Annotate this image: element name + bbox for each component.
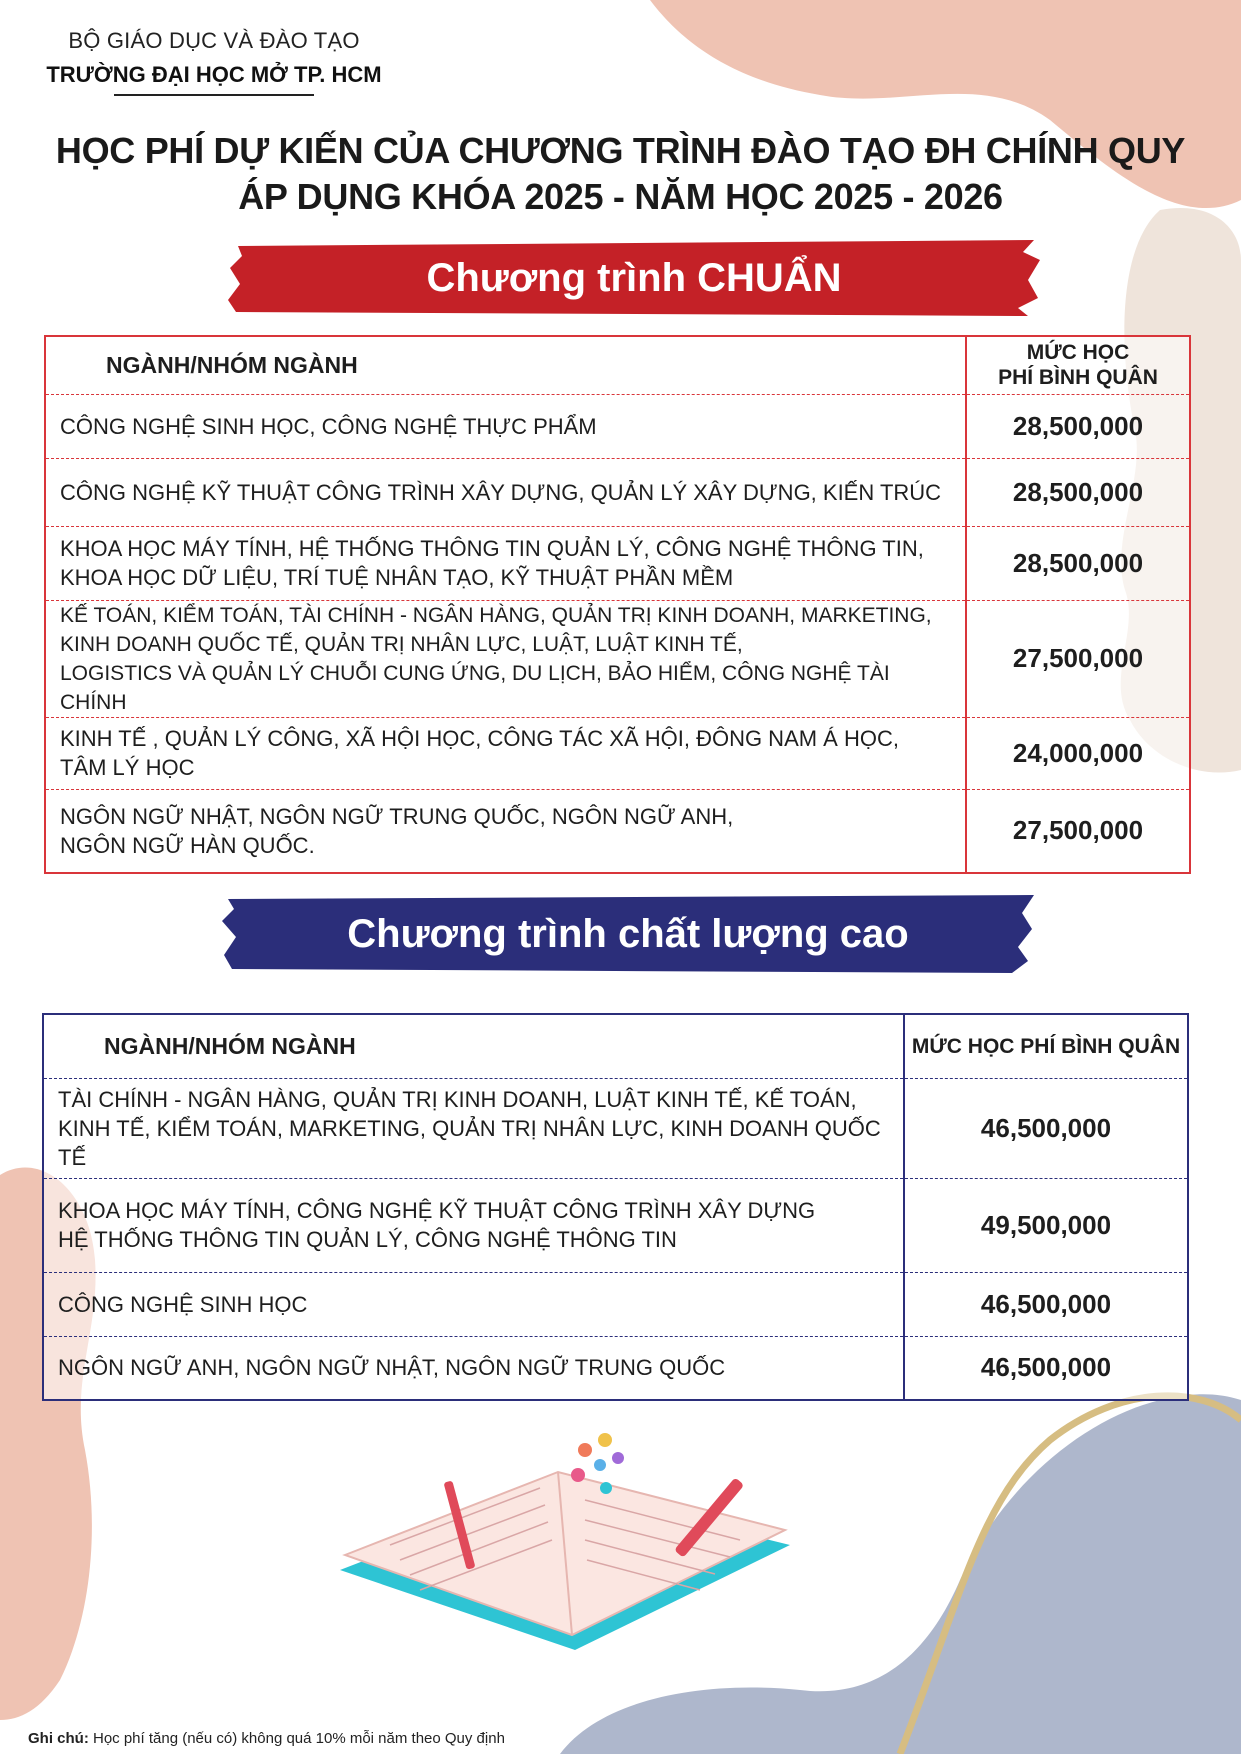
major-line: KINH DOANH QUỐC TẾ, QUẢN TRỊ NHÂN LỰC, LUẬT, LUẬT KINH TẾ, — [60, 632, 743, 656]
major-cell — [45, 789, 966, 873]
standard-fee-table — [44, 335, 1191, 874]
major-cell — [45, 526, 966, 600]
notebook-illustration — [340, 1433, 790, 1650]
table-row — [45, 458, 1190, 526]
table-row — [45, 394, 1190, 458]
column-header-fee: MỨC HỌC PHÍ BÌNH QUÂN — [904, 1014, 1188, 1078]
table-row — [45, 600, 1190, 717]
fee-cell: 49,500,000 — [904, 1178, 1188, 1272]
fee-cell: 27,500,000 — [966, 600, 1190, 717]
standard-program-title: Chương trình CHUẨN — [426, 255, 842, 300]
fee-cell: 27,500,000 — [966, 789, 1190, 873]
fee-cell: 46,500,000 — [904, 1078, 1188, 1178]
high-quality-program-banner — [222, 895, 1034, 973]
table-row — [45, 717, 1190, 789]
major-line: TÀI CHÍNH - NGÂN HÀNG, QUẢN TRỊ KINH DOANH, LUẬT KINH TẾ, KẾ TOÁN, — [58, 1086, 857, 1112]
fee-cell: 24,000,000 — [966, 717, 1190, 789]
major-line: CÔNG NGHỆ SINH HỌC, CÔNG NGHỆ THỰC PHẨM — [60, 413, 597, 439]
major-cell — [43, 1078, 904, 1178]
column-header-fee-line1: MỨC HỌC — [1026, 341, 1130, 365]
major-line: CÔNG NGHỆ KỸ THUẬT CÔNG TRÌNH XÂY DỰNG, QUẢN LÝ XÂY DỰNG, KIẾN TRÚC — [60, 479, 942, 505]
major-line: CÔNG NGHỆ SINH HỌC — [58, 1291, 308, 1317]
major-line: KINH TẾ, KIỂM TOÁN, MARKETING, QUẢN TRỊ NHÂN LỰC, KINH DOANH QUỐC TẾ — [58, 1115, 881, 1170]
major-cell — [43, 1272, 904, 1336]
fee-cell: 46,500,000 — [904, 1336, 1188, 1400]
major-cell — [43, 1178, 904, 1272]
table-row — [45, 789, 1190, 873]
high-quality-fee-table — [42, 1013, 1189, 1401]
major-line: NGÔN NGỮ HÀN QUỐC. — [60, 832, 315, 858]
table-header-row — [45, 336, 1190, 394]
table-row — [43, 1178, 1188, 1272]
major-line: KINH TẾ , QUẢN LÝ CÔNG, XÃ HỘI HỌC, CÔNG TÁC XÃ HỘI, ĐÔNG NAM Á HỌC, — [60, 726, 899, 751]
page-title — [20, 128, 1221, 220]
major-line: NGÔN NGỮ NHẬT, NGÔN NGỮ TRUNG QUỐC, NGÔN NGỮ ANH, — [60, 803, 734, 829]
major-cell — [45, 458, 966, 526]
table-row — [43, 1078, 1188, 1178]
table-row — [43, 1272, 1188, 1336]
major-line: KẾ TOÁN, KIỂM TOÁN, TÀI CHÍNH - NGÂN HÀNG, QUẢN TRỊ KINH DOANH, MARKETING, — [60, 603, 932, 627]
page-title-line1: HỌC PHÍ DỰ KIẾN CỦA CHƯƠNG TRÌNH ĐÀO TẠO ĐH CHÍNH QUY — [55, 130, 1186, 171]
page-title-line2: ÁP DỤNG KHÓA 2025 - NĂM HỌC 2025 - 2026 — [238, 176, 1003, 217]
organization-header — [34, 28, 394, 96]
major-cell — [43, 1336, 904, 1400]
column-header-major: NGÀNH/NHÓM NGÀNH — [106, 351, 358, 378]
major-cell — [45, 394, 966, 458]
major-line: HỆ THỐNG THÔNG TIN QUẢN LÝ, CÔNG NGHỆ THÔNG TIN — [58, 1227, 677, 1252]
fee-cell: 28,500,000 — [966, 526, 1190, 600]
ministry-name: BỘ GIÁO DỤC VÀ ĐÀO TẠO — [68, 28, 360, 53]
fee-cell: 28,500,000 — [966, 458, 1190, 526]
major-line: KHOA HỌC DỮ LIỆU, TRÍ TUỆ NHÂN TẠO, KỸ THUẬT PHẦN MỀM — [60, 565, 734, 590]
footnote-label: Ghi chú: — [28, 1730, 89, 1747]
table-row — [43, 1336, 1188, 1400]
fee-cell: 46,500,000 — [904, 1272, 1188, 1336]
standard-program-banner — [228, 240, 1040, 316]
major-cell — [45, 717, 966, 789]
table-header-row — [43, 1014, 1188, 1078]
major-line: LOGISTICS VÀ QUẢN LÝ CHUỖI CUNG ỨNG, DU LỊCH, BẢO HIỂM, CÔNG NGHỆ TÀI CHÍNH — [60, 661, 890, 714]
fee-cell: 28,500,000 — [966, 394, 1190, 458]
major-line: KHOA HỌC MÁY TÍNH, CÔNG NGHỆ KỸ THUẬT CÔNG TRÌNH XÂY DỰNG — [58, 1198, 816, 1223]
major-line: NGÔN NGỮ ANH, NGÔN NGỮ NHẬT, NGÔN NGỮ TRUNG QUỐC — [58, 1355, 726, 1381]
high-quality-program-title: Chương trình chất lượng cao — [347, 911, 909, 956]
column-header-major: NGÀNH/NHÓM NGÀNH — [104, 1032, 356, 1059]
column-header-fee-line2: PHÍ BÌNH QUÂN — [998, 366, 1158, 390]
header-underline — [114, 94, 314, 96]
footnote — [28, 1730, 505, 1747]
footnote-text: Học phí tăng (nếu có) không quá 10% mỗi năm theo Quy định — [93, 1730, 505, 1747]
major-line: TÂM LÝ HỌC — [60, 755, 195, 780]
major-line: KHOA HỌC MÁY TÍNH, HỆ THỐNG THÔNG TIN QUẢN LÝ, CÔNG NGHỆ THÔNG TIN, — [60, 536, 924, 561]
column-header-fee — [966, 336, 1190, 394]
school-name: TRƯỜNG ĐẠI HỌC MỞ TP. HCM — [46, 62, 382, 87]
major-cell — [45, 600, 966, 717]
table-row — [45, 526, 1190, 600]
